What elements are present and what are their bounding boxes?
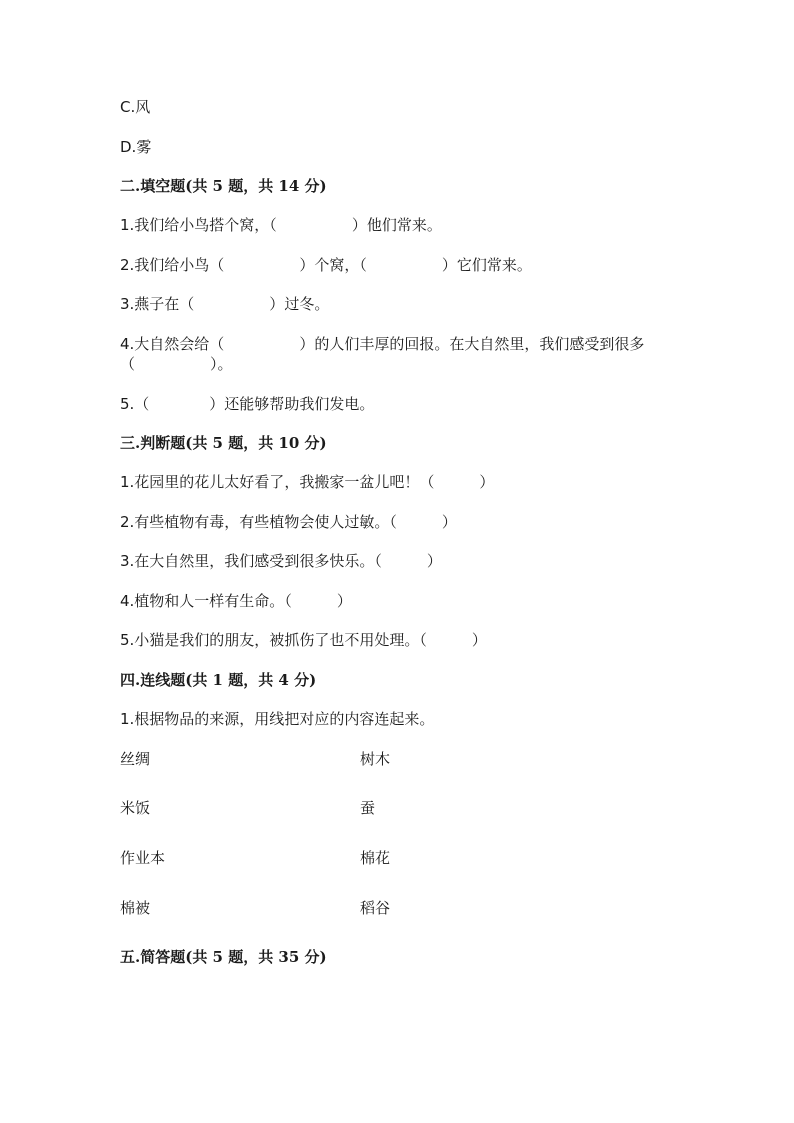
match-left-item: 丝绸 [120,750,151,768]
section5-heading: 五.简答题(共 5 题，共 35 分) [120,948,327,966]
section2-heading: 二.填空题(共 5 题，共 14 分) [120,177,327,195]
match-left-item: 作业本 [120,849,166,867]
fill-question-4-line1: 4.大自然会给（ ）的人们丰厚的回报。在大自然里，我们感受到很多 [120,335,645,353]
judge-question-5: 5.小猫是我们的朋友，被抓伤了也不用处理。（ ） [120,631,487,649]
match-right-item: 树木 [360,750,391,768]
fill-question-1: 1.我们给小鸟搭个窝，（ ）他们常来。 [120,216,442,234]
fill-question-2: 2.我们给小鸟（ ）个窝，（ ）它们常来。 [120,256,532,274]
match-right-item: 稻谷 [360,899,391,917]
section4-heading: 四.连线题(共 1 题，共 4 分) [120,671,317,689]
judge-question-3: 3.在大自然里，我们感受到很多快乐。（ ） [120,552,442,570]
fill-question-5: 5.（ ）还能够帮助我们发电。 [120,395,375,413]
match-left-item: 棉被 [120,899,151,917]
option-c: C.风 [120,98,151,116]
match-question-1: 1.根据物品的来源，用线把对应的内容连起来。 [120,710,435,728]
fill-question-4-line2: （ ）。 [120,355,233,373]
match-right-item: 蚕 [360,799,376,817]
judge-question-4: 4.植物和人一样有生命。（ ） [120,592,352,610]
option-d: D.雾 [120,138,152,156]
fill-question-3: 3.燕子在（ ）过冬。 [120,295,330,313]
match-left-item: 米饭 [120,799,151,817]
judge-question-1: 1.花园里的花儿太好看了，我搬家一盆儿吧！（ ） [120,473,495,491]
judge-question-2: 2.有些植物有毒，有些植物会使人过敏。（ ） [120,513,457,531]
match-right-item: 棉花 [360,849,391,867]
section3-heading: 三.判断题(共 5 题，共 10 分) [120,434,327,452]
